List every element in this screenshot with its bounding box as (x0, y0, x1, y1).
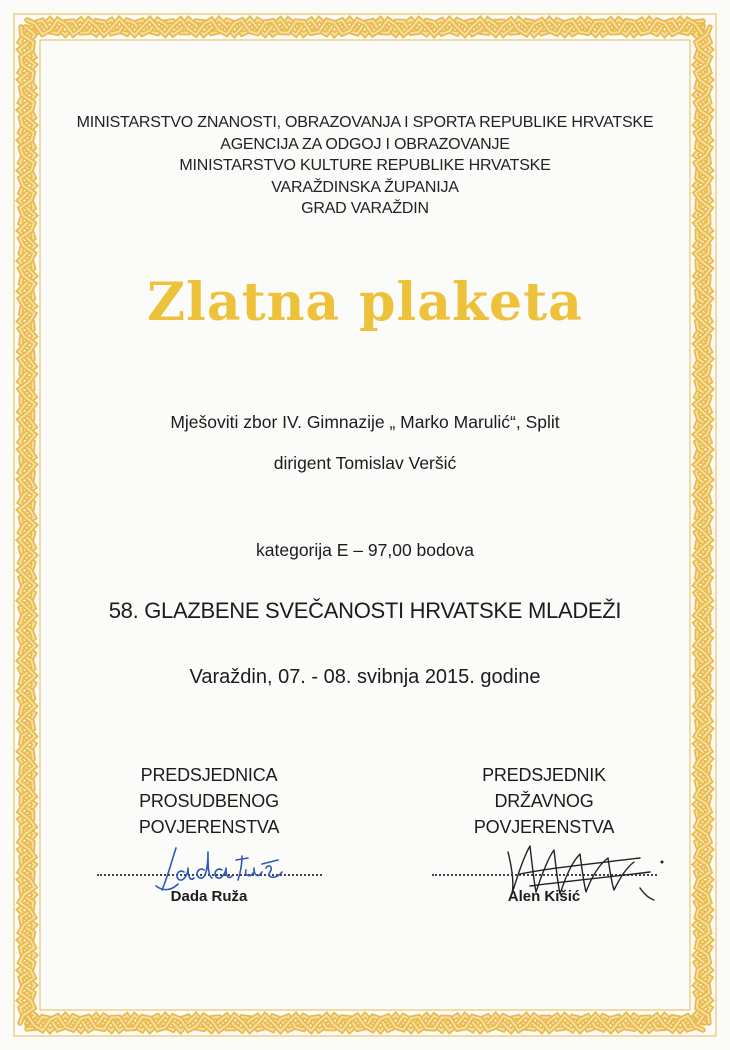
recipient: Mješoviti zbor IV. Gimnazije „ Marko Marulić“, Split (170, 412, 560, 432)
issuer-line: VARAŽDINSKA ŽUPANIJA (271, 178, 459, 196)
event-date: Varaždin, 07. - 08. svibnja 2015. godine (189, 666, 541, 688)
category-score: kategorija E – 97,00 bodova (256, 540, 474, 560)
signatory-role-line: PREDSJEDNICA (140, 765, 278, 785)
issuer-line: GRAD VARAŽDIN (301, 200, 429, 217)
signatory-role-line: PROSUDBENOG (139, 791, 279, 811)
issuer-line: MINISTARSTVO KULTURE REPUBLIKE HRVATSKE (179, 157, 551, 174)
signatory-name: Dada Ruža (170, 888, 248, 905)
conductor: dirigent Tomislav Veršić (273, 453, 457, 473)
signatory-name: Alen Kišić (507, 888, 581, 905)
award-title: Zlatna plaketa (147, 272, 583, 333)
signatory-role-line: POVJERENSTVA (473, 817, 615, 837)
issuing-bodies (60, 112, 670, 220)
event-name: 58. GLAZBENE SVEČANOSTI HRVATSKE MLADEŽI (108, 598, 622, 623)
signatory-role-line: DRŽAVNOG (494, 791, 594, 811)
issuer-line: MINISTARSTVO ZNANOSTI, OBRAZOVANJA I SPORTA REPUBLIKE HRVATSKE (76, 114, 654, 131)
signatory-role-line: POVJERENSTVA (138, 817, 280, 837)
issuer-line: AGENCIJA ZA ODGOJ I OBRAZOVANJE (220, 135, 510, 153)
signature-right-handwritten (490, 828, 670, 908)
signatory-role-line: PREDSJEDNIK (482, 765, 606, 785)
signature-left-handwritten (150, 838, 290, 896)
